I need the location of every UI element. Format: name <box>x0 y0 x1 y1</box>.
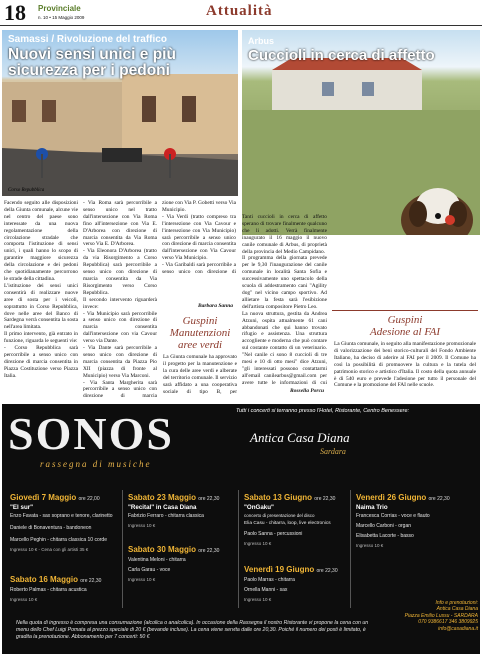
ad-subtitle: rassegna di musiche <box>40 459 152 469</box>
event-performer: Valentina Meloni - chitarra <box>128 557 186 563</box>
guspini-maintenance-text: La Giunta comunale ha approvato il progetto per la manutenzione e la cura delle aree verdi e alberate del territorio comunale. Il servizio sarà affidato a una cooperativa sociale di tipo B, per <box>163 354 237 394</box>
event-performer: Fabrizio Ferraro - chitarra classica <box>128 513 204 519</box>
header-divider <box>0 25 482 26</box>
event-title: "El sur" <box>10 504 34 511</box>
event-date: Giovedì 7 Maggio ore 22,00 <box>10 493 100 502</box>
event-performer: Elisabetta Lacorte - basso <box>356 533 414 539</box>
event-performer: Paolo Marras - chitarra <box>244 577 295 583</box>
ad-contact-info: Info e prenotazioni: Antica Casa Diana Piazza Emilio Lussu - SARDARA 070 9386617 346 3809925 info@casadiana.it <box>404 600 478 632</box>
event-title: "Recital" in Casa Diana <box>128 504 197 511</box>
left-article-headline: Nuovi sensi unici e più sicurezza per i pedoni <box>8 46 176 79</box>
ad-column-divider <box>350 490 351 608</box>
ad-venue-region: Sardara <box>320 447 346 456</box>
brand-logo: Provinciale <box>38 4 81 13</box>
event-date: Sabato 30 Maggio ore 22,30 <box>128 545 220 554</box>
puppy-photo <box>242 30 480 235</box>
ad-venue-name: Antica Casa Diana <box>250 430 350 445</box>
event-entry: Ingresso 10 € <box>244 541 272 546</box>
event-entry: Ingresso 10 € <box>356 543 384 548</box>
guspini-fai-title: Guspini Adesione al FAI <box>369 314 441 338</box>
right-article-text: Tanti cuccioli in cerca di affetto sperano di trovare finalmente qualcuno che li adotti. Verrà finalmente inaugurato il 16 maggio il nuovo canile comunale di Arbus, di proprietà della provincia del Medio Campidano. Il programma della giornata prevede per le 9,30 l'inaugurazione del canile comunale in località Santa Sofia e successivamente uno spettacolo della scuola di addestramento cani "Agility dog" nel vicino campo sportivo. Ad allietare la festa sarà l'esibizione dell'artista compositore Pietro Leo. La nuova struttura, gestita da Andrea Atzuni, ospita attualmente 61 cani abbandonati che qui hanno trovato rifugio e assistenza. Una struttura accogliente e moderna che può contare sul costante contatto di un veterinario. "Nel canile ci sono 8 cuccioli di tre mesi e 10 di otto mesi" dice Atzuni, "gli interessati possono contattarmi all'email canilearbus@gmail.com per avere tutte le informazioni di cui <box>242 214 327 384</box>
guspini-fai-text: La Giunta comunale, in seguito alla manifestazione promozionale di valorizzazione dei beni storico-culturali del Fondo Ambiente Italiano, ha deciso di aderire al FAI per il 2009. Il Comune ha così la possibilità di promuovere la cultura e la tutela del patrimonio storico e artistico d'Italia. Il costo della quota annuale è di 540 euro e prevede l'adesione per tutto il personale del Comune e la promozione del FAI nelle scuole. <box>334 341 476 389</box>
left-article-col1: Facendo seguito alle disposizioni della Giunta comunale, alcune vie nel centro del paese sono interessate da una nuova regolamentazione della circolazione stradale che comporta l'istituzione di sensi unici, i quali hanno lo scopo di garantire maggiore sicurezza della circolazione e dei pedoni che quotidianamente percorrono le strade della cittadina. L'istituzione dei sensi unici consentirà di realizzare nuove aree di sosta per i veicoli, soprattutto in Corso Repubblica, dove nelle aree del Banco di Sardegna verrà consentita la sosta nell'area limitata. Il primo intervento, già entrato in funzione, riguarda le seguenti vie: - Corso Repubblica sarà percorribile a senso unico con direzione di marcia consentita in Piazza Costituzione verso Piazza Italia. <box>4 200 78 379</box>
event-date: Sabato 16 Maggio ore 22,30 <box>10 575 102 584</box>
event-entry: Ingresso 10 € <box>244 597 272 602</box>
street-photo <box>2 30 238 196</box>
left-article-col3: zione con Via P. Gobetti verso Via Municipio. - Via Verdi (tratto compreso tra l'intersezione con Via Cavour e l'intersezione con Via Municipio) sarà percorribile a senso unico con direzione di marcia consentita dall'intersezione con Via Cavour verso Via Municipio. - Via Garibaldi sarà percorribile a senso unico con direzione di <box>162 200 236 275</box>
ad-footer-note: Nella quota di ingresso è compresa una consumazione (alcolica o analcolica). In occasione della Rassegna il nostro Ristorante vi propone la cena con un menu dello Chef Luigi Pomata al prezzo speciale di 20 € (bevande incluse). La cena viene servita dalle ore 20,30. Poiché il numero dei posti è limitato, è gradita la prenotazione. Abbonamento per 7 concerti: 50 € <box>16 620 369 640</box>
event-date: Sabato 13 Giugno ore 22,30 <box>244 493 336 502</box>
event-entry: Ingresso 10 € - Cena con gli artisti 35 € <box>10 547 89 552</box>
ad-column-divider <box>238 490 239 608</box>
event-performer: Enzo Favata - sax soprano e tenore, clarinetto <box>10 513 113 519</box>
event-entry: Ingresso 10 € <box>128 577 156 582</box>
event-performer: Marcello Carboni - organ <box>356 523 412 529</box>
event-performer: Ornella Manni - sax <box>244 587 288 593</box>
event-performer: Roberto Palmas - chitarra acustica <box>10 587 87 593</box>
event-title: Naima Trio <box>356 504 388 511</box>
sonos-logo: SONOS <box>8 408 174 459</box>
left-article-col2: - Via Roma sarà percorribile a senso unico nel tratto dall'intersezione con Via Roma fino all'intersezione con Via E. D'Arborea con direzione di marcia consentita da Via Roma verso Via E. D'Arborea. - Via Eleonora D'Arborea (tratto da via Risorgimento a Corso Repubblica) sarà percorribile a senso unico con direzione di marcia consentita da Via Risorgimento verso Corso Repubblica. Il secondo intervento riguarderà invece: - Via Municipio sarà percorribile a senso unico con direzione di marcia consentita dall'intersezione con via Cavour verso via Dante. - Via Dante sarà percorribile a senso unico con direzione di marcia consentita da Piazza Pio XII (piazza di fronte al Municipio) verso Via Marconi. - Via Santa Margherita sarà percorribile a senso unico con direzione di marcia <box>83 200 157 400</box>
signature-rossella-porcu: Rossella Porcu <box>290 388 325 394</box>
event-performer: concerto di presentazione del disco <box>244 513 315 518</box>
right-article-headline: Cuccioli in cerca di affetto <box>248 47 435 64</box>
event-title: "OnGaku" <box>244 504 274 511</box>
event-performer: Elia Casu - chitarra, loop, live electronics <box>244 521 331 526</box>
guspini-fai-divider <box>332 310 478 311</box>
event-performer: Daniele di Bonaventura - bandoneon <box>10 525 92 531</box>
ad-venue-note: Tutti i concerti si terranno presso l'Hotel, Ristorante, Centro Benessere: <box>236 408 410 414</box>
issue-date: n. 10 • 15 Maggio 2009 <box>38 15 85 20</box>
event-date: Venerdì 26 Giugno ore 22,30 <box>356 493 450 502</box>
event-performer: Paolo Sanna - percussioni <box>244 531 303 537</box>
left-article-kicker: Samassi / Rivoluzione del traffico <box>8 34 167 45</box>
event-performer: Francesca Corrias - voce e flauto <box>356 513 430 519</box>
event-entry: Ingresso 10 € <box>128 523 156 528</box>
event-date: Venerdì 19 Giugno ore 22,30 <box>244 565 338 574</box>
right-article-kicker: Arbus <box>248 36 275 46</box>
guspini-maintenance-title: Guspini Manutenzioni aree verdi <box>169 315 231 351</box>
page-number: 18 <box>4 0 26 25</box>
event-entry: Ingresso 10 € <box>10 597 38 602</box>
photo-caption: Corso Repubblica <box>8 188 45 193</box>
event-performer: Carla Garau - voce <box>128 567 171 573</box>
ad-column-divider <box>122 490 123 608</box>
section-title: Attualità <box>206 3 273 19</box>
signature-barbara-sanna: Barbara Sanna <box>198 303 234 309</box>
event-date: Sabato 23 Maggio ore 22,30 <box>128 493 220 502</box>
event-performer: Marcello Peghin - chitarra classica 10 corde <box>10 537 107 543</box>
